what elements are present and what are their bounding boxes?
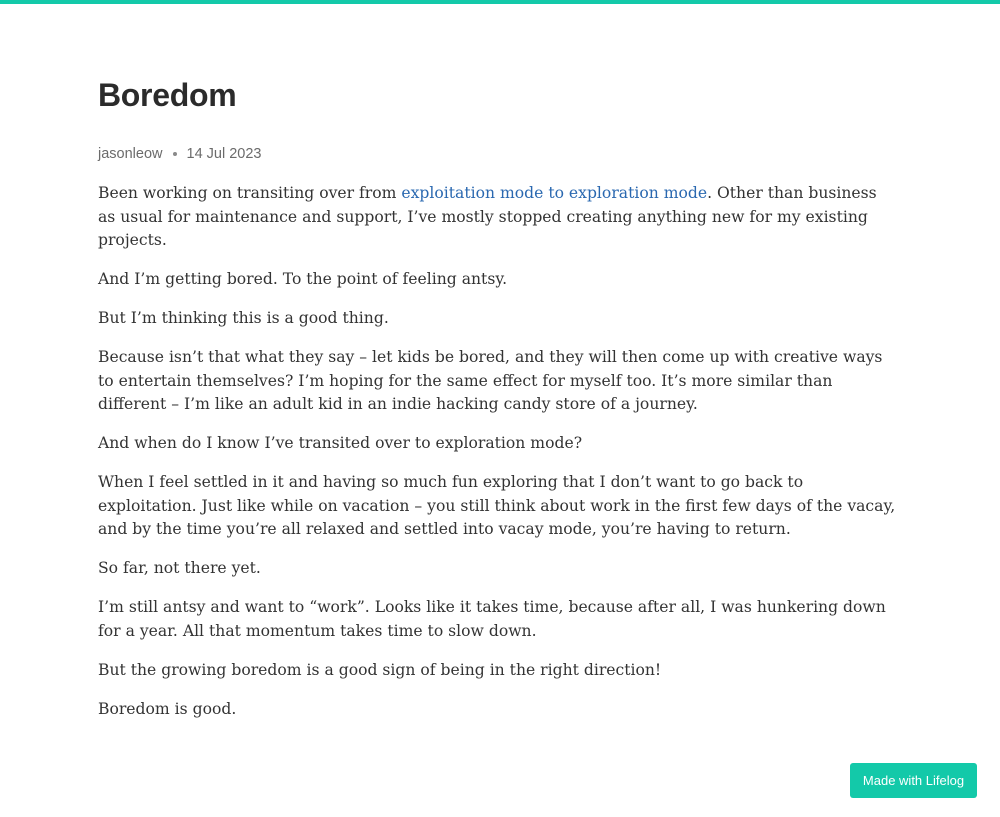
post-date: 14 Jul 2023 [186,146,262,162]
paragraph-7: So far, not there yet. [98,559,261,577]
top-accent-bar [0,0,1000,4]
exploration-mode-link[interactable]: exploitation mode to exploration mode [401,184,708,202]
separator-dot-icon [173,152,177,156]
made-with-lifelog-button[interactable]: Made with Lifelog [850,763,977,798]
post-meta [98,144,898,164]
paragraph-6: When I feel settled in it and having so much fun exploring that I don’t want to go back to exploitation. Just like while on vacation – you still think about work in the first few days of the vacay, and by the time you’re all relaxed and settled into vacay mode, you’re having to return. [98,473,896,538]
author-link[interactable]: jasonleow [98,146,163,162]
post-title: Boredom [98,77,237,113]
paragraph-9: But the growing boredom is a good sign of being in the right direction! [98,660,662,679]
paragraph-1 [98,182,898,253]
paragraph-4: Because isn’t that what they say – let kids be bored, and they will then come up with creative ways to entertain themselves? I’m hoping for the same effect for myself too. It’s more similar than different – I’m like an adult kid in an indie hacking candy store of a journey. [98,348,883,413]
paragraph-2: And I’m getting bored. To the point of feeling antsy. [98,270,508,288]
paragraph-1-text-start: Been working on transiting over from [98,184,402,202]
post-body [98,182,898,721]
paragraph-5: And when do I know I’ve transited over to exploration mode? [98,434,583,452]
post-article [98,70,898,737]
paragraph-10: Boredom is good. [98,699,237,718]
paragraph-1-text-end: . Other than business as usual for maintenance and support, I’ve mostly stopped creating anything new for my existing projects. [98,184,877,249]
paragraph-3: But I’m thinking this is a good thing. [98,309,389,327]
paragraph-8: I’m still antsy and want to “work”. Looks like it takes time, because after all, I was hunkering down for a year. All that momentum takes time to slow down. [98,598,886,640]
